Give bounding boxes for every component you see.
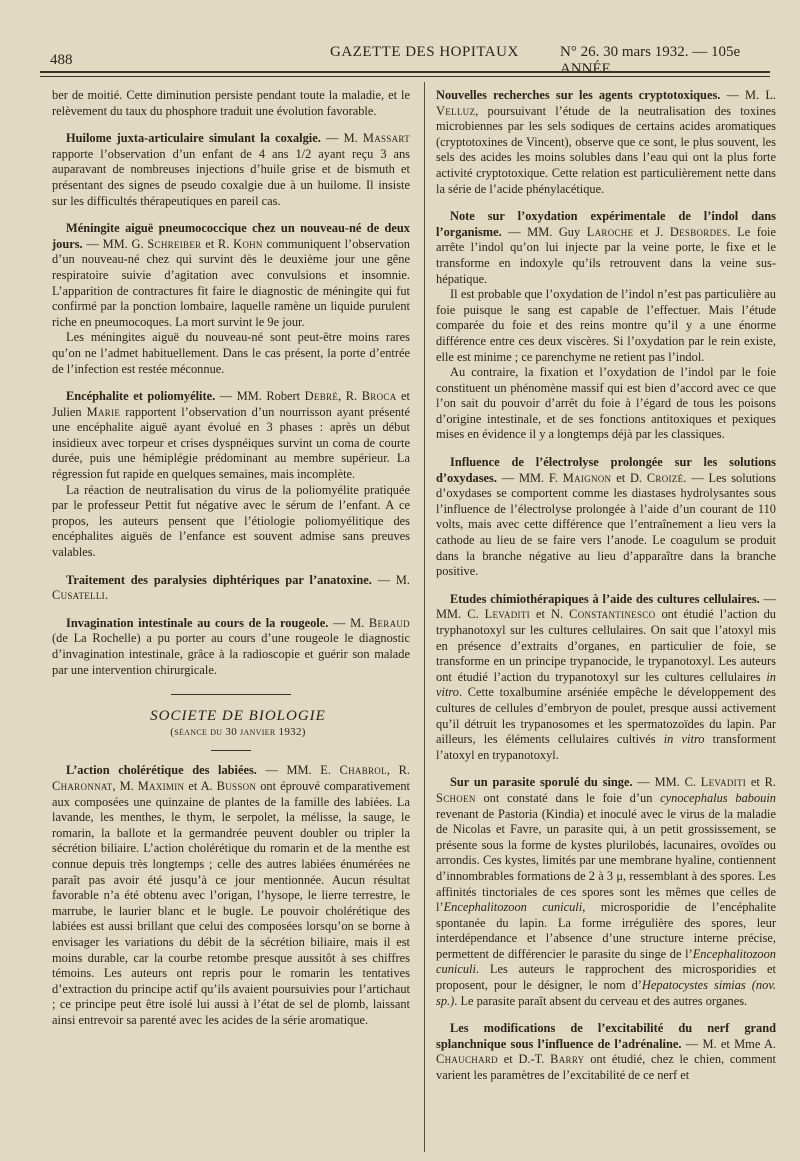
article-text: (de La Rochelle) a pu porter au cours d’une rougeole le diagnostic d’invagination intestinale, grâce à la radioscopie et guérir son malade par une intervention chirurgicale. [52, 631, 410, 677]
author-prefix: — M. [371, 572, 410, 587]
author-name: Barry [550, 1052, 585, 1067]
author-joiner: et D. [611, 470, 647, 485]
italic-term: Encephalitozoon cuniculi [436, 946, 776, 977]
article-title: Traitement des paralysies diphtériques par l’anatoxine. [66, 572, 372, 587]
author-name: Kohn [233, 236, 263, 251]
article-text: . Les auteurs le rapprochent des microsporidies et proposent, pour le désigner, le nom d’ [436, 962, 776, 993]
author-name: Constantinesco [569, 607, 656, 622]
article-text: communiquent l’observation d’un nouveau-né chez qui survint dès le deuxième jour une gêne respiratoire suivie d’agitation avec convulsions et insomnie. L’apparition de contractures fit faire le diagnostic de méningite qui fut confirmé par la ponction lombaire, laquelle ramène un liquide purulent riche en pneumocoques. La mort survint le 9e jour. [52, 236, 410, 329]
author-prefix: — MM. Robert [215, 389, 305, 404]
author-joiner: et J. [633, 224, 670, 239]
article-title: L’action cholérétique des labiées. [66, 763, 257, 778]
article-text: ont étudié, chez le chien, comment varient les paramètres de l’excitabilité de ce nerf et [436, 1052, 777, 1083]
column-divider [424, 82, 425, 1152]
author-name: Beraud [368, 615, 410, 630]
author-name: Schoen [436, 790, 476, 805]
section-subtitle: (séance du 30 janvier 1932) [170, 725, 306, 738]
article-electrolyse [436, 455, 776, 580]
article-paralysies [52, 573, 410, 604]
author-prefix: — MM. E. [256, 763, 340, 778]
right-column [436, 88, 776, 1084]
article-cryptotoxiques [436, 88, 776, 197]
left-column [52, 88, 410, 1028]
author-name: Maignon [562, 470, 612, 485]
paragraph: Il est probable que l’oxydation de l’indol n’est pas particulière au foie puisque le sang est capable de l’effectuer. Mais l’étude comparée du foie et des reins montre qu’il y a une énorme différence entre ces deux viscères. Si l’oxydation par le rein existe, elle est minime ; ce parenchyme ne retient pas l’indol. [436, 287, 776, 364]
italic-term: Encephalitozoon cuniculi [443, 900, 583, 915]
author-name: Charonnat [52, 778, 113, 793]
author-name: Desbordes [669, 224, 728, 239]
article-title: Sur un parasite sporulé du singe. [450, 775, 633, 790]
article-text: . Le parasite paraît absent du cerveau et des autres organes. [454, 993, 748, 1008]
author-joiner: et R. [746, 775, 777, 790]
article-splanchnique [436, 1021, 776, 1083]
article-title: Note sur l’oxydation expérimentale de l’indol dans l’organisme. [436, 209, 776, 239]
issue-info: N° 26. 30 mars 1932. — 105e ANNÉE. [560, 44, 741, 77]
article-chimiotherapiques [436, 592, 776, 764]
article-title: Méningite aiguë pneumococcique chez un nouveau-né de deux jours. [52, 221, 410, 251]
author-prefix: — MM. F. [496, 470, 563, 485]
author-prefix: — M. [320, 131, 363, 146]
header-rule [40, 71, 770, 73]
article-text: . Cette toxalbumine arséniée empêche le développement des cultures de cellules d’embryon de poulet, presque aussi activement qu’il détruit les trypanosomes et les spermatozoïdes du lapin. Par ailleurs, les éléments cellulaires cultivés [436, 685, 776, 747]
article-text: ont étudié l’action du tryphanotoxyl sur les cultures cellulaires. On sait que l’atoxyl mis en présence d’extraits d’organes, en particulier de foie, se transforme en un principe trypanocide, le trypanotoxyl. Les auteurs ont étudié l’action du trypanotoxyl sur les cultures cellulaires [436, 607, 777, 684]
article-title: Influence de l’électrolyse prolongée sur les solutions d’oxydases. [436, 455, 776, 485]
author-name: Marie [86, 404, 121, 419]
article-continuation [52, 88, 410, 119]
author-name: Busson [216, 778, 257, 793]
article-text: rapportent l’observation d’un nourrisson ayant présenté une encéphalite aiguë ayant évolué en 3 phases : après un début insidieux avec torpeur et crises dyspnéiques survint un coma de courte durée, puis une hémiplégie prédominant au membre supérieur. La régression fut rapide en quelques semaines, mais incomplète. [52, 404, 410, 482]
article-text: . [104, 588, 109, 603]
author-prefix: — MM. G. [82, 236, 148, 251]
article-title: Nouvelles recherches sur les agents cryptotoxiques. [436, 88, 721, 102]
article-text: . Le foie arrête l’indol qu’on lui injecte par la veine porte, le fixe et le transforme en indoxyle qu’ils retrouvent dans la veine sus-hépatique. [436, 224, 777, 286]
article-huilome [52, 131, 410, 209]
article-text: revenant de Pastoria (Kindia) et inoculé avec le virus de la maladie de Nicolas et Favre, un parasite qui, à un petit grossissement, se présente sous la forme de kystes plurilobés, lacunaires, ovoïdes ou arrondis. Ces kystes, limités par une membrane hyaline, contiennent d’innombrables formations de 2 à 3 μ, ressemblant à des spores. Les affinités tinctoriales de ces spores sont les mêmes que celles de l’ [436, 806, 776, 915]
article-text: ont constaté dans le foie d’un [475, 790, 661, 805]
author-name: Levaditi [484, 607, 530, 622]
author-name: Massart [362, 131, 410, 146]
article-text: . — Les solutions d’oxydases se comportent comme les diastases hydrolysantes sous l’influence de l’électrolyse prolongée à l’aide d’un courant de 110 volts, mais avec cette différence que l’entraînement a lieu vers la cathode au lieu de se faire vers l’anode. Le coagulum se produit dans la branche négative au lieu d’apparaître dans la branche positive. [436, 470, 776, 579]
author-joiner: , R. [338, 389, 362, 404]
article-indol [436, 209, 776, 443]
section-title: SOCIETE DE BIOLOGIE [150, 708, 326, 725]
italic-term: in vitro [663, 732, 705, 747]
article-labiees [52, 763, 410, 1028]
author-prefix: — M. [328, 615, 369, 630]
author-name: Levaditi [700, 775, 747, 790]
author-prefix: — MM. C. [436, 591, 776, 622]
author-prefix: — M. L. [720, 88, 776, 102]
paragraph: Au contraire, la fixation et l’oxydation de l’indol par le foie constituent un phénomène massif qui est bien d’accord avec ce que l’on sait du pouvoir d’arrêt du foie à l’égard de tous les poisons d’origine intestinale, et de ses fonctions antitoxiques et pexiques mises en évidence il y a longtemps déjà par les classiques. [436, 365, 776, 442]
article-text: ont éprouvé comparativement aux composées une quinzaine de plantes de la famille des labiées. La lavande, les menthes, le thym, le serpolet, la mélisse, la sauge, le romarin, la ballote et la germandrée peuvent doubler ou tripler la sécrétion biliaire. L’action cholérétique du romarin et de la menthe est connue depuis très longtemps ; celle des autres labiées énumérées ne paraît pas avoir été jusqu’à ce jour mentionnée. Aucun résultat favorable n’a été obtenu avec l’origan, l’hysope, le lierre terrestre, le marrube, le laurier blanc et le bugle. Le pouvoir cholérétique des labiées est aussi brillant que celui des composées lorsqu’on se borne à envisager les variations du débit de la sécrétion biliaire, mais il est moins durable, car la courbe retombe presque aussitôt à ses chiffres témoins. Les auteurs ont repris pour le romarin les tentatives d’extraction du principe actif qu’ils avaient poursuivies pour l’artichaut ; ce principe peut être isolé lui aussi à l’état de sel de plomb, laissant ainsi entrevoir sa parenté avec les acides de la série aromatique. [52, 778, 410, 1027]
section-rule-short [211, 750, 251, 751]
italic-term: Hepatocystes simias (nov. sp.) [436, 978, 776, 1008]
page-number: 488 [50, 52, 73, 68]
author-name: Schreiber [147, 236, 202, 251]
author-name: Debré [304, 389, 339, 404]
article-meningite [52, 221, 410, 377]
author-name: Broca [361, 389, 397, 404]
article-text: , microsporidie de l’encéphalite spontanée du lapin. La forme irrégulière des spores, leur interdépendance et l’absence d’une structure interne précise, permettent de différencier le parasite du singe de l’ [436, 900, 776, 961]
author-joiner: et D.-T. [497, 1052, 551, 1067]
author-joiner: , R. [386, 763, 410, 778]
article-text: transforment l’atoxyl en trypanotoxyl. [436, 732, 776, 762]
paragraph: La réaction de neutralisation du virus de la poliomyélite pratiquée par le professeur Pettit fut négative avec le sérum de l’enfant. A ce propos, les auteurs pensent que l’étiologie poliomyélitique des encéphalites aiguës de l’enfance est souvent admise sans preuves valables. [52, 482, 410, 560]
italic-term: in vitro [436, 669, 776, 700]
section-rule [171, 694, 291, 695]
author-name: Laroche [586, 224, 634, 239]
author-name: Cusatelli [52, 588, 105, 603]
author-name: Velluz [436, 103, 476, 118]
author-name: Croizé [646, 470, 684, 485]
article-encephalite [52, 389, 410, 561]
author-joiner: et N. [529, 607, 570, 622]
author-name: Chabrol [339, 763, 387, 778]
author-joiner: , M. [112, 778, 138, 793]
author-joiner: et A. [184, 778, 217, 793]
author-prefix: — MM. C. [632, 775, 701, 790]
article-text: rapporte l’observation d’un enfant de 4 ans 1/2 ayant reçu 3 ans auparavant de nombreuses injections d’huile grise et de bismuth et présentant des signes de pseudo coxalgie due à un huilome. Il insiste sur les difficultés thérapeutiques en pareil cas. [52, 146, 410, 208]
article-title: Huilome juxta-articulaire simulant la coxalgie. [66, 131, 321, 146]
author-name: Maximin [137, 778, 185, 793]
italic-term: cynocephalus babouin [660, 790, 776, 805]
author-name: Chauchard [436, 1052, 498, 1067]
article-title: Encéphalite et poliomyélite. [66, 389, 216, 404]
author-joiner: et Julien [52, 389, 411, 419]
journal-title: GAZETTE DES HOPITAUX [330, 44, 519, 60]
article-invagination [52, 616, 410, 678]
author-prefix: — M. et Mme A. [681, 1036, 776, 1051]
paragraph: Les méningites aiguë du nouveau-né sont peut-être moins rares qu’on ne l’admet habituellement. Dans le cas présent, la porte d’entrée de l’infection est restée méconnue. [52, 330, 410, 376]
page-header [40, 40, 770, 77]
header-rule-thin [40, 76, 770, 77]
article-text: , poursuivant l’étude de la neutralisation des toxines microbiennes par les sels sodiques de certains acides aromatiques (cryptotoxines de Vincent), observe que ce sont, le plus souvent, les sels des acides les moins solubles dans l’eau qui ont la plus forte activité cryptotoxique. Cette relation est particulièrement nette dans la série de l’acide phénylacétique. [436, 103, 776, 196]
article-title: Invagination intestinale au cours de la rougeole. [66, 615, 329, 630]
article-title: Les modifications de l’excitabilité du nerf grand splanchnique sous l’influence de l’adrénaline. [436, 1021, 776, 1051]
author-prefix: — MM. Guy [501, 224, 587, 239]
author-joiner: et R. [201, 236, 234, 251]
article-title: Etudes chimiothérapiques à l’aide des cultures cellulaires. [450, 591, 760, 606]
paragraph: ber de moitié. Cette diminution persiste pendant toute la maladie, et le relèvement du taux du phosphore traduit une évolution favorable. [52, 88, 410, 118]
article-parasite [436, 775, 776, 1009]
